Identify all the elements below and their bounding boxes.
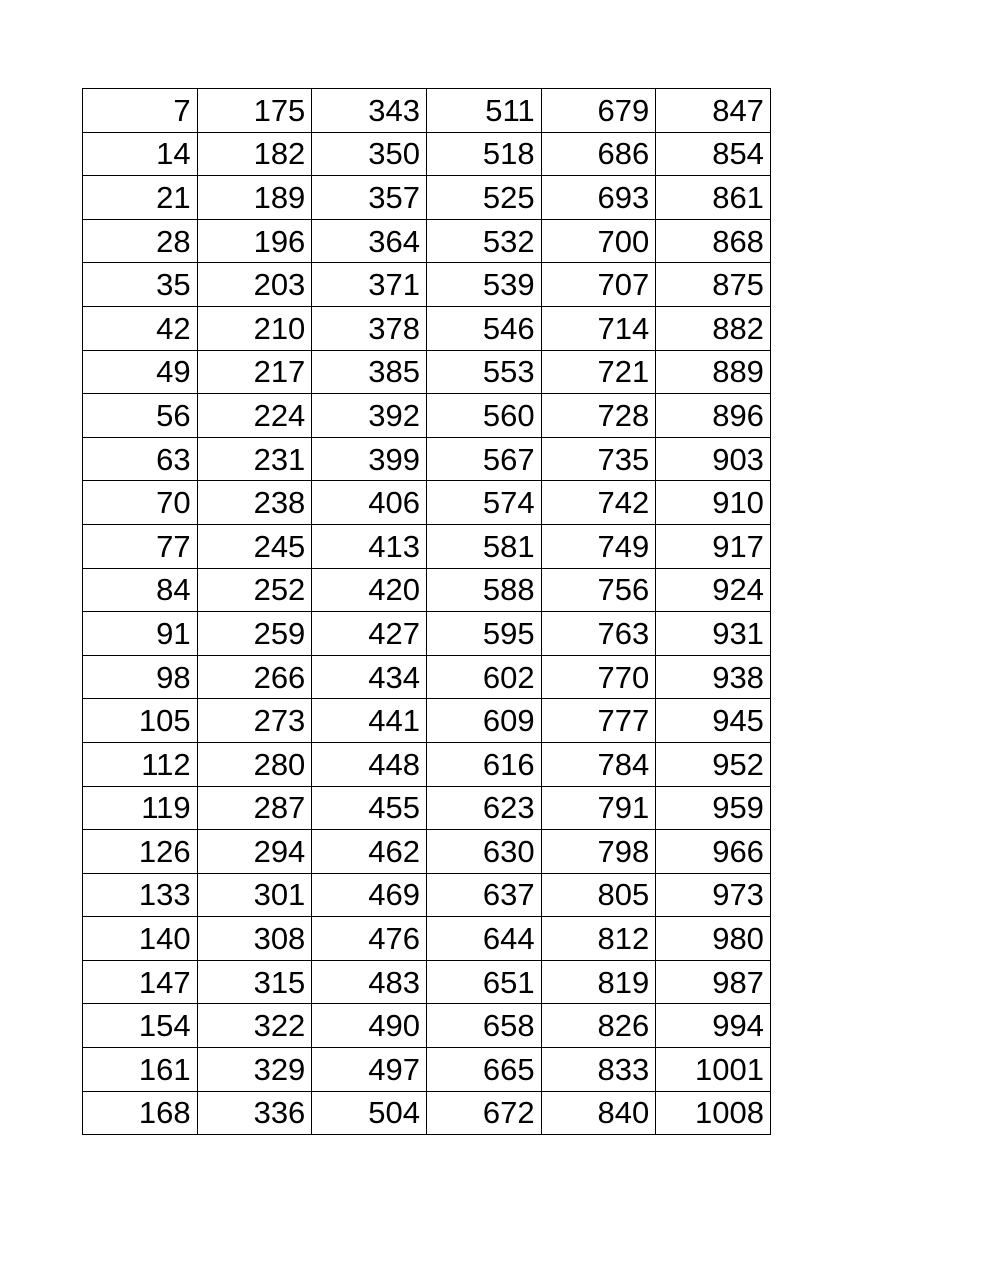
table-cell: 763 [541, 612, 656, 656]
table-cell: 161 [83, 1048, 198, 1092]
table-row [83, 742, 771, 786]
table-row [83, 132, 771, 176]
table-cell: 63 [83, 437, 198, 481]
table-cell: 301 [197, 873, 312, 917]
table-cell: 364 [312, 219, 427, 263]
table-cell: 553 [426, 350, 541, 394]
table-cell: 833 [541, 1048, 656, 1092]
table-cell: 504 [312, 1091, 427, 1135]
table-cell: 721 [541, 350, 656, 394]
table-cell: 105 [83, 699, 198, 743]
table-cell: 693 [541, 176, 656, 220]
table-row [83, 176, 771, 220]
table-cell: 812 [541, 917, 656, 961]
table-cell: 518 [426, 132, 541, 176]
table-cell: 805 [541, 873, 656, 917]
table-cell: 546 [426, 306, 541, 350]
table-cell: 882 [656, 306, 771, 350]
table-cell: 231 [197, 437, 312, 481]
table-cell: 497 [312, 1048, 427, 1092]
table-cell: 287 [197, 786, 312, 830]
table-cell: 252 [197, 568, 312, 612]
table-cell: 679 [541, 89, 656, 133]
table-cell: 224 [197, 394, 312, 438]
table-cell: 315 [197, 960, 312, 1004]
table-cell: 945 [656, 699, 771, 743]
table-cell: 630 [426, 830, 541, 874]
table-cell: 189 [197, 176, 312, 220]
table-cell: 406 [312, 481, 427, 525]
table-cell: 658 [426, 1004, 541, 1048]
table-cell: 609 [426, 699, 541, 743]
table-cell: 1008 [656, 1091, 771, 1135]
table-cell: 567 [426, 437, 541, 481]
table-cell: 910 [656, 481, 771, 525]
table-cell: 56 [83, 394, 198, 438]
table-row [83, 1004, 771, 1048]
table-cell: 756 [541, 568, 656, 612]
table-cell: 476 [312, 917, 427, 961]
table-cell: 903 [656, 437, 771, 481]
table-cell: 777 [541, 699, 656, 743]
table-cell: 672 [426, 1091, 541, 1135]
table-cell: 798 [541, 830, 656, 874]
table-cell: 707 [541, 263, 656, 307]
table-cell: 238 [197, 481, 312, 525]
table-cell: 322 [197, 1004, 312, 1048]
table-cell: 266 [197, 655, 312, 699]
table-cell: 427 [312, 612, 427, 656]
table-cell: 483 [312, 960, 427, 1004]
table-cell: 861 [656, 176, 771, 220]
table-cell: 420 [312, 568, 427, 612]
table-cell: 371 [312, 263, 427, 307]
table-cell: 448 [312, 742, 427, 786]
table-cell: 749 [541, 524, 656, 568]
table-cell: 791 [541, 786, 656, 830]
table-cell: 728 [541, 394, 656, 438]
table-row [83, 699, 771, 743]
table-cell: 336 [197, 1091, 312, 1135]
table-cell: 574 [426, 481, 541, 525]
table-cell: 70 [83, 481, 198, 525]
table-cell: 308 [197, 917, 312, 961]
table-cell: 854 [656, 132, 771, 176]
table-cell: 987 [656, 960, 771, 1004]
table-cell: 952 [656, 742, 771, 786]
table-cell: 350 [312, 132, 427, 176]
table-cell: 133 [83, 873, 198, 917]
table-cell: 28 [83, 219, 198, 263]
table-cell: 966 [656, 830, 771, 874]
table-cell: 259 [197, 612, 312, 656]
table-row [83, 830, 771, 874]
table-cell: 973 [656, 873, 771, 917]
table-row [83, 394, 771, 438]
table-row [83, 1048, 771, 1092]
table-cell: 742 [541, 481, 656, 525]
table-row [83, 1091, 771, 1135]
table-cell: 770 [541, 655, 656, 699]
table-cell: 686 [541, 132, 656, 176]
table-cell: 399 [312, 437, 427, 481]
table-cell: 343 [312, 89, 427, 133]
table-cell: 826 [541, 1004, 656, 1048]
table-cell: 91 [83, 612, 198, 656]
table-cell: 1001 [656, 1048, 771, 1092]
table-cell: 357 [312, 176, 427, 220]
table-cell: 378 [312, 306, 427, 350]
table-cell: 385 [312, 350, 427, 394]
table-row [83, 568, 771, 612]
table-cell: 889 [656, 350, 771, 394]
table-row [83, 786, 771, 830]
table-cell: 294 [197, 830, 312, 874]
table-cell: 280 [197, 742, 312, 786]
table-cell: 245 [197, 524, 312, 568]
table-cell: 112 [83, 742, 198, 786]
table-row [83, 306, 771, 350]
table-cell: 525 [426, 176, 541, 220]
table-cell: 434 [312, 655, 427, 699]
table-cell: 602 [426, 655, 541, 699]
table-cell: 21 [83, 176, 198, 220]
table-cell: 616 [426, 742, 541, 786]
table-cell: 714 [541, 306, 656, 350]
table-cell: 665 [426, 1048, 541, 1092]
table-cell: 7 [83, 89, 198, 133]
table-cell: 441 [312, 699, 427, 743]
number-table [82, 88, 771, 1135]
table-cell: 637 [426, 873, 541, 917]
table-cell: 980 [656, 917, 771, 961]
table-cell: 329 [197, 1048, 312, 1092]
table-row [83, 350, 771, 394]
table-cell: 595 [426, 612, 541, 656]
table-cell: 147 [83, 960, 198, 1004]
table-cell: 931 [656, 612, 771, 656]
table-cell: 273 [197, 699, 312, 743]
table-cell: 700 [541, 219, 656, 263]
table-cell: 392 [312, 394, 427, 438]
table-cell: 455 [312, 786, 427, 830]
table-cell: 938 [656, 655, 771, 699]
table-cell: 840 [541, 1091, 656, 1135]
table-cell: 84 [83, 568, 198, 612]
table-cell: 819 [541, 960, 656, 1004]
table-row [83, 612, 771, 656]
table-cell: 924 [656, 568, 771, 612]
table-cell: 196 [197, 219, 312, 263]
table-cell: 917 [656, 524, 771, 568]
table-cell: 896 [656, 394, 771, 438]
table-cell: 154 [83, 1004, 198, 1048]
table-row [83, 524, 771, 568]
table-row [83, 437, 771, 481]
table-cell: 469 [312, 873, 427, 917]
table-cell: 140 [83, 917, 198, 961]
table-cell: 126 [83, 830, 198, 874]
table-cell: 847 [656, 89, 771, 133]
number-table-body [83, 89, 771, 1135]
table-cell: 98 [83, 655, 198, 699]
table-cell: 49 [83, 350, 198, 394]
table-cell: 994 [656, 1004, 771, 1048]
table-cell: 539 [426, 263, 541, 307]
table-cell: 560 [426, 394, 541, 438]
table-row [83, 219, 771, 263]
table-cell: 168 [83, 1091, 198, 1135]
table-row [83, 481, 771, 525]
table-cell: 651 [426, 960, 541, 1004]
table-row [83, 263, 771, 307]
table-cell: 735 [541, 437, 656, 481]
table-cell: 413 [312, 524, 427, 568]
table-cell: 644 [426, 917, 541, 961]
table-cell: 35 [83, 263, 198, 307]
table-cell: 119 [83, 786, 198, 830]
table-cell: 875 [656, 263, 771, 307]
table-cell: 784 [541, 742, 656, 786]
table-row [83, 655, 771, 699]
table-cell: 217 [197, 350, 312, 394]
table-cell: 532 [426, 219, 541, 263]
table-row [83, 873, 771, 917]
table-cell: 42 [83, 306, 198, 350]
table-cell: 203 [197, 263, 312, 307]
table-cell: 959 [656, 786, 771, 830]
table-cell: 14 [83, 132, 198, 176]
table-cell: 868 [656, 219, 771, 263]
table-cell: 182 [197, 132, 312, 176]
table-cell: 210 [197, 306, 312, 350]
table-row [83, 89, 771, 133]
table-cell: 588 [426, 568, 541, 612]
table-cell: 581 [426, 524, 541, 568]
table-row [83, 917, 771, 961]
table-cell: 462 [312, 830, 427, 874]
table-cell: 511 [426, 89, 541, 133]
table-row [83, 960, 771, 1004]
table-cell: 175 [197, 89, 312, 133]
table-cell: 490 [312, 1004, 427, 1048]
table-cell: 77 [83, 524, 198, 568]
table-cell: 623 [426, 786, 541, 830]
